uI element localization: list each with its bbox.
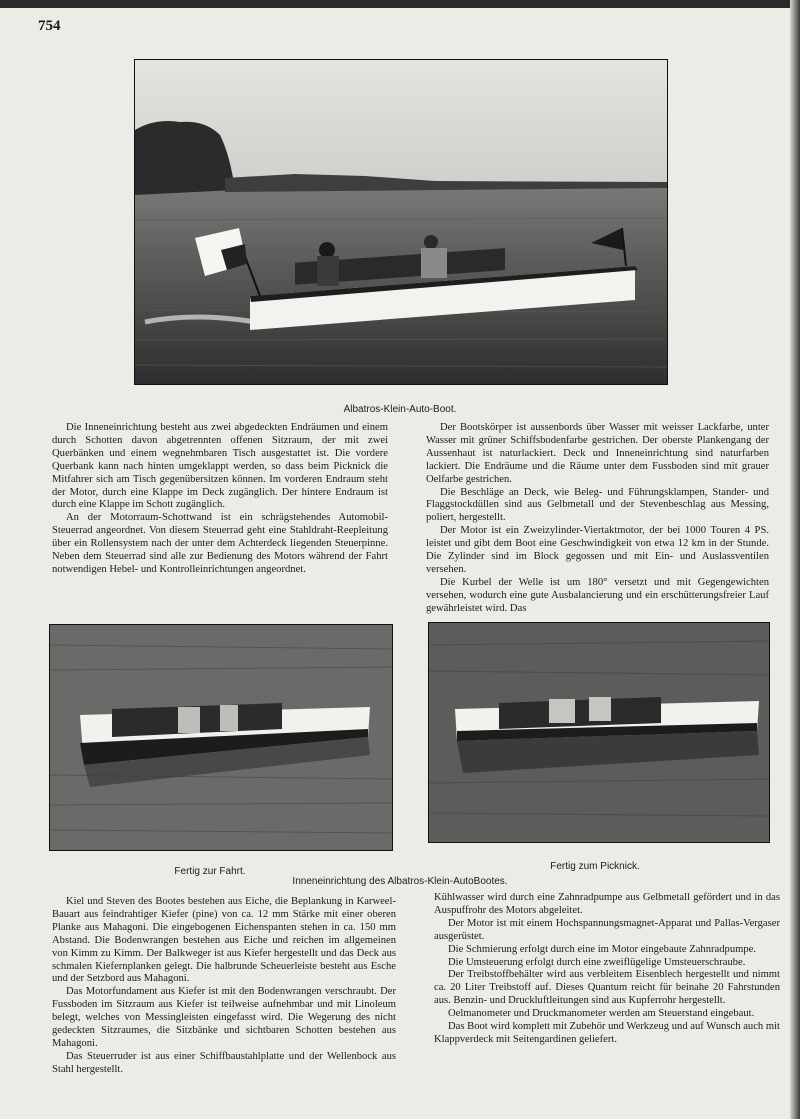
caption-left-photo: Fertig zur Fahrt. (174, 866, 246, 877)
photo-ready-for-picnic (428, 622, 770, 843)
caption-interior-group: Inneneinrichtung des Albatros-Klein-AutoBootes. (292, 876, 508, 887)
text-column-top-right (426, 422, 769, 616)
photo-boat-underway (134, 59, 668, 385)
paragraph: Das Boot wird komplett mit Zubehör und Werkzeug und auf Wunsch auch mit Klappverdeck mit Seitengardinen geliefert. (434, 1021, 780, 1045)
photo-ready-to-sail (49, 624, 393, 851)
paragraph: Der Treibstoffbehälter wird aus verbleitem Eisenblech hergestellt und nimmt ca. 20 Liter Treibstoff auf. Dieses Quantum reicht für beinahe 20 Fahrstunden aus. Benzin- und Druckluftleitungen sind aus Kupferrohr hergestellt. (434, 969, 780, 1007)
paragraph: Die Inneneinrichtung besteht aus zwei abgedeckten Endräumen und einem durch Schotten davon abgetrennten offenen Sitzraum, der mit zwei Querbänken und einem wegnehmbaren Tisch ausgestattet ist. Die vordere Querbank kann nach hinten umgeklappt werden, so dass beim Picknick die Mitfahrer sich am Tisch gegenübersitzen können. Im vorderen Endraum steht der Motor, durch eine Klappe im Deck zugänglich. Der hintere Endraum ist durch eine Klappe im Schott zugänglich. (52, 422, 388, 511)
text-column-bottom-left (52, 896, 396, 1077)
paragraph: Die Schmierung erfolgt durch eine im Motor eingebaute Zahnradpumpe. (448, 943, 757, 955)
paragraph: Oelmanometer und Druckmanometer werden am Steuerstand eingebaut. (448, 1008, 755, 1020)
text-column-bottom-right (434, 892, 780, 1047)
paragraph: Das Steuerruder ist aus einer Schiffbaustahlplatte und der Wellenbock aus Stahl hergestellt. (52, 1050, 396, 1075)
top-edge (0, 0, 800, 8)
text-column-top-left (52, 422, 388, 577)
paragraph: An der Motorraum-Schottwand ist ein schrägstehendes Automobil-Steuerrad angeordnet. Von diesem Steuerrad geht eine Stahldraht-Reepleitung über ein Rollensystem nach der unter dem Achterdeck liegenden Steuerpinne. Neben dem Steuerrad sind alle zur Bedienung des Motors während der Fahrt notwendigen Hebel- und Kontrolleinrichtungen angeordnet. (52, 512, 388, 575)
paragraph: Kiel und Steven des Bootes bestehen aus Eiche, die Beplankung in Karweel-Bauart aus feindrahtiger Kiefer (pine) von ca. 12 mm Stärke mit einer oberen Planke aus Mahagoni. Die eingebogenen Eichenspanten stehen in ca. 150 mm Abstand. Die Bodenwrangen bestehen aus Eiche und reichen im allgemeinen von Kimm zu Kimm. Der Balkweger ist aus Kiefer hergestellt und das Deck aus schmalen Kiefernplanken gelegt. Die halbrunde Scheuerleiste besteht aus Esche und der Setzbord aus Mahagoni. (52, 896, 396, 985)
caption-top-photo: Albatros-Klein-Auto-Boot. (343, 404, 457, 415)
paragraph: Das Motorfundament aus Kiefer ist mit den Bodenwrangen verschraubt. Der Fussboden im Sitzraum aus Kiefer ist teilweise aufnehmbar und mit Linoleum belegt, welches von Messingleisten eingefasst wird. Die Wegerung des nicht gedeckten Sitzraumes, die Sitzbänke und sichtbaren Schotten bestehen aus Mahagoni. (52, 986, 396, 1049)
paragraph: Die Umsteuerung erfolgt durch eine zweiflügelige Umsteuerschraube. (448, 956, 746, 968)
paragraph: Der Bootskörper ist aussenbords über Wasser mit weisser Lackfarbe, unter Wasser mit grüner Schiffsbodenfarbe gestrichen. Der oberste Plankengang der Aussenhaut ist naturlackiert. Deck und Inneneinrichtung sind naturfarben lackiert. Die Endräume und die Räume unter dem Fussboden sind mit grauer Oelfarbe gestrichen. (426, 422, 769, 485)
paragraph: Der Motor ist ein Zweizylinder-Viertaktmotor, der bei 1000 Touren 4 PS. leistet und gibt dem Boot eine Geschwindigkeit von etwa 12 km in der Stunde. Die Zylinder sind im Block gegossen und mit Ein- und Auslassventilen versehen. (426, 525, 769, 575)
caption-right-photo: Fertig zum Picknick. (550, 861, 640, 872)
paragraph: Die Kurbel der Welle ist um 180° versetzt und mit Gegengewichten versehen, wodurch eine gute Ausbalancierung und ein erschütterungsfreier Lauf gewährleistet wird. Das (426, 576, 769, 614)
paragraph: Kühlwasser wird durch eine Zahnradpumpe aus Gelbmetall gefördert und in das Auspuffrohr des Motors abgeleitet. (434, 892, 780, 916)
page-number: 754 (38, 18, 61, 34)
paragraph: Der Motor ist mit einem Hochspannungsmagnet-Apparat und Pallas-Vergaser ausgerüstet. (434, 917, 780, 942)
right-page-edge (790, 0, 800, 1119)
paragraph: Die Beschläge an Deck, wie Beleg- und Führungsklampen, Stander- und Flaggstockdüllen sind aus Gelbmetall und der Stevenbeschlag aus Messing, poliert, hergestellt. (426, 486, 769, 524)
